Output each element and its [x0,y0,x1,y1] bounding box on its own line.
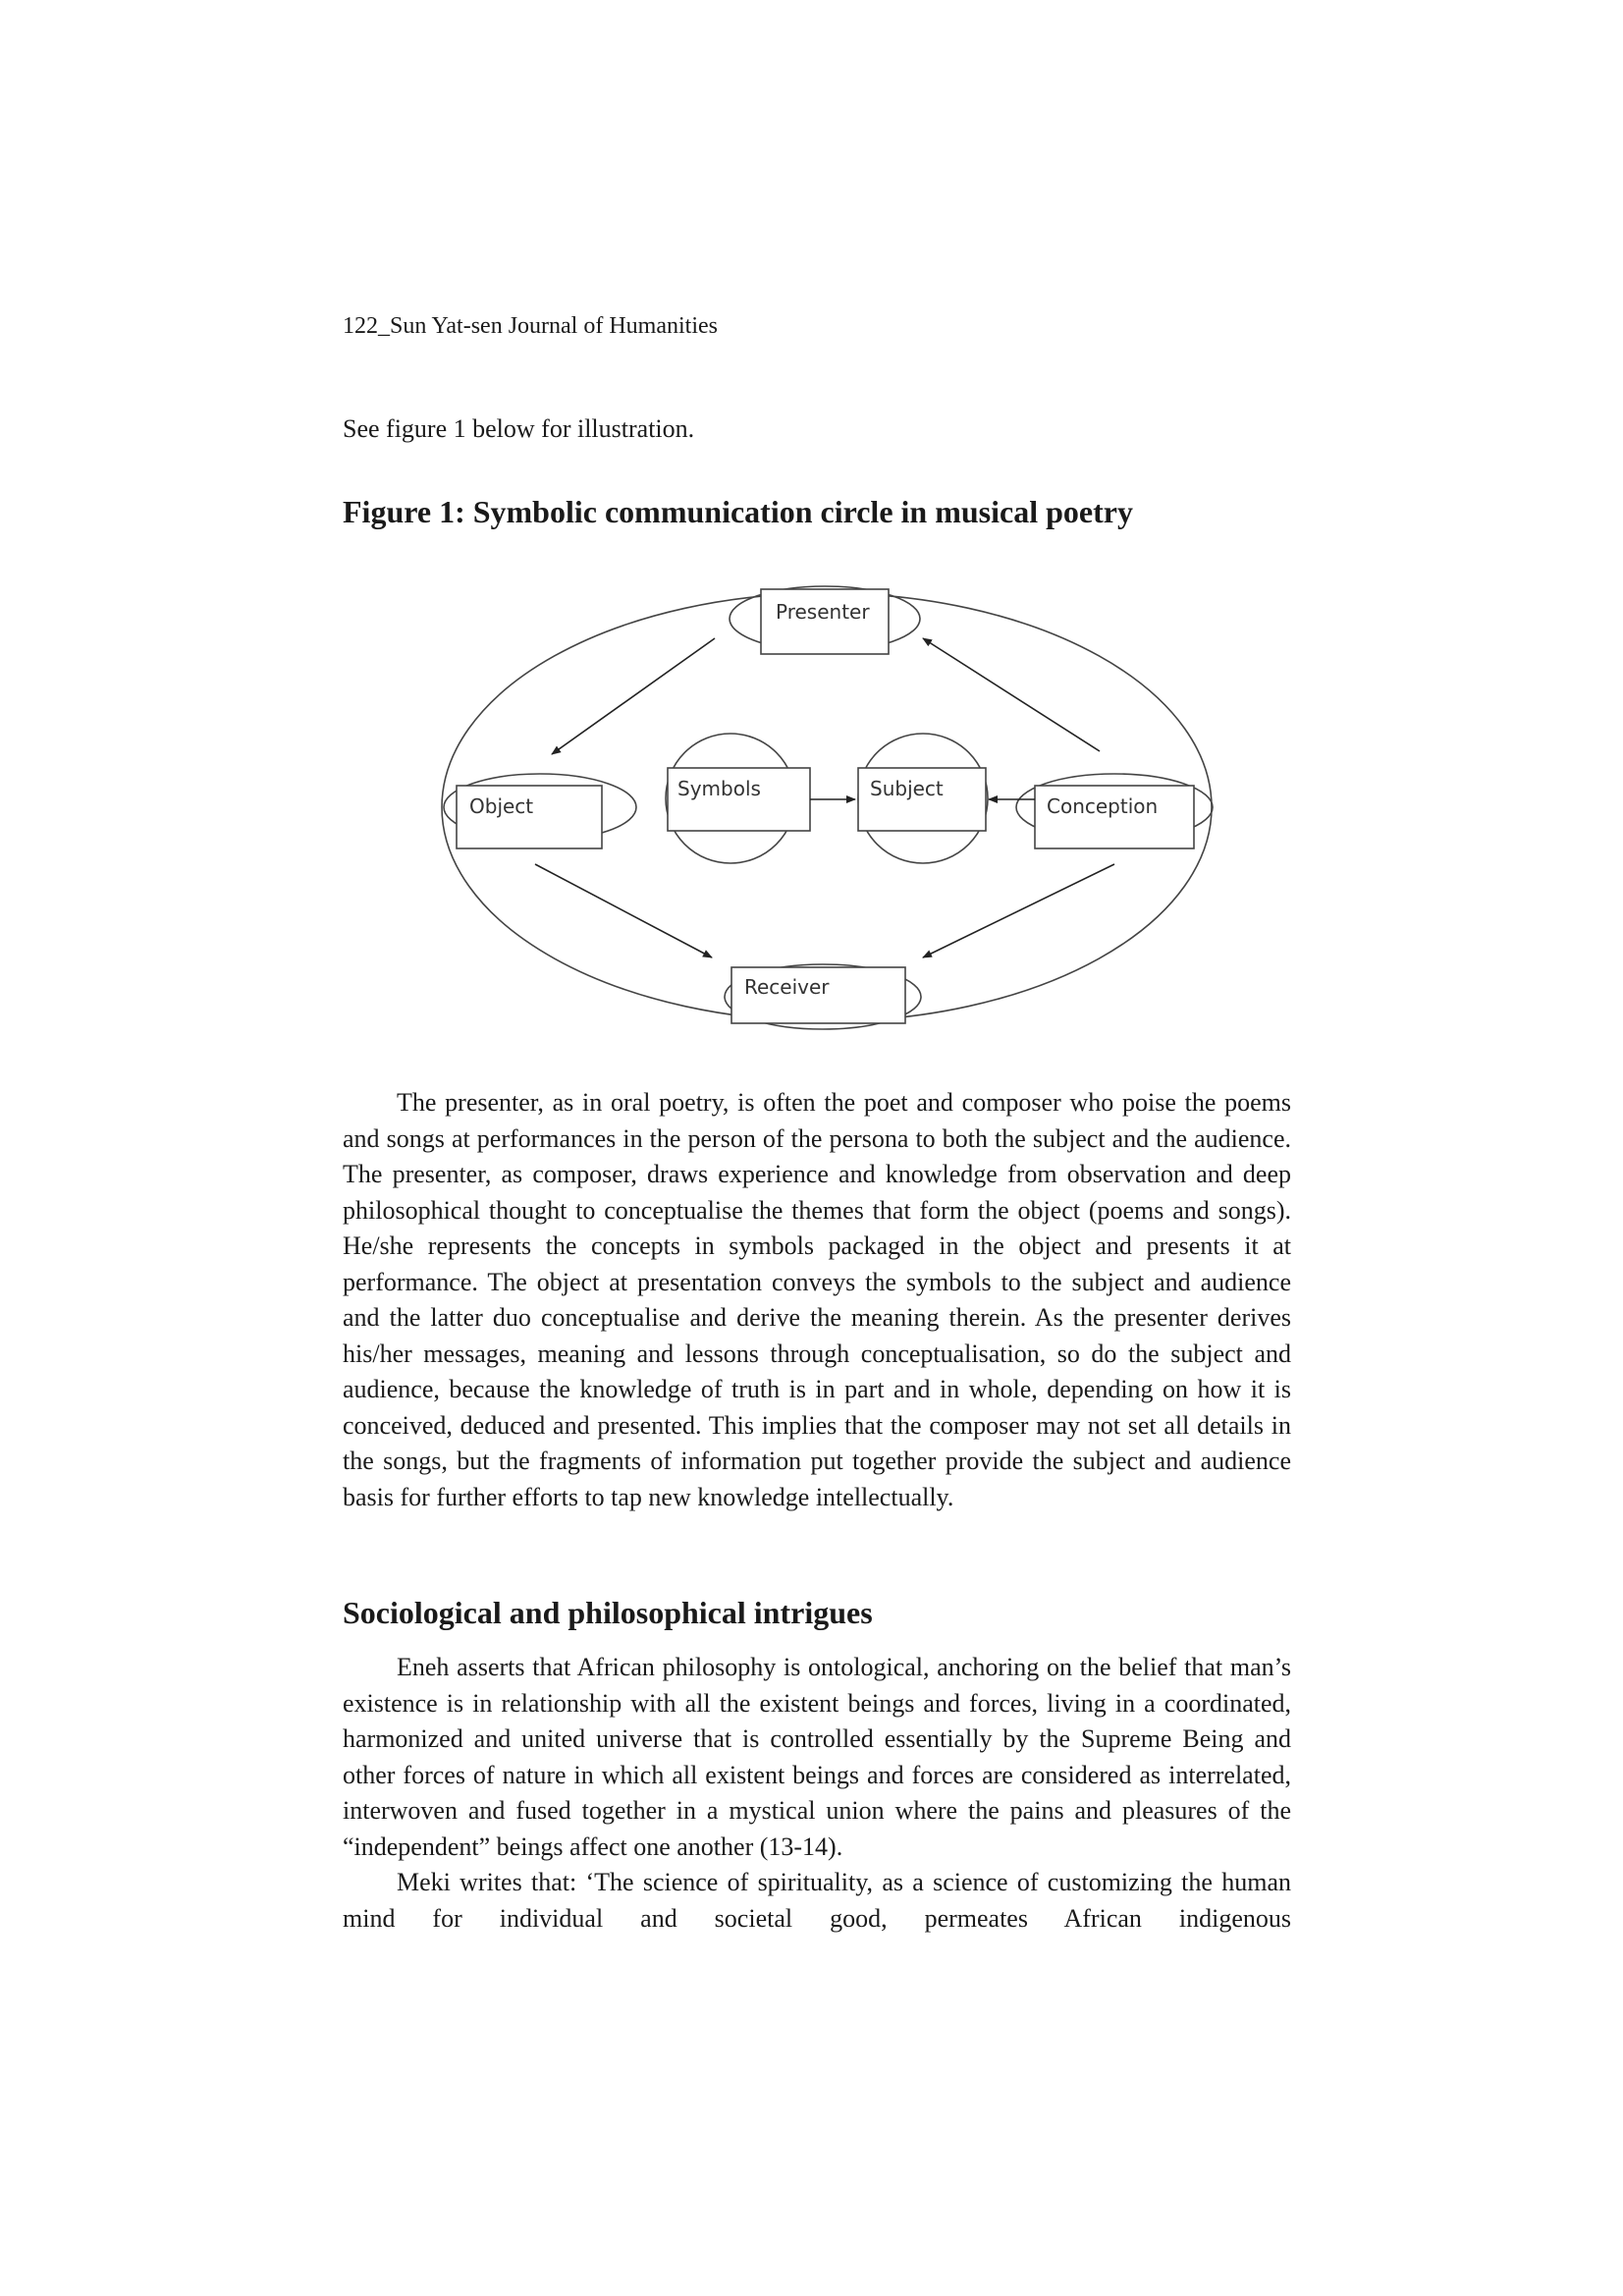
communication-circle-diagram [0,0,1623,1061]
arrow-object-to-receiver [535,864,712,957]
node-presenter-label: Presenter [776,600,870,624]
body-paragraph-meki: Meki writes that: ‘The science of spirituality, as a science of customizing the human mind for individual and societal good, permeates African indigenous [343,1868,1291,1933]
node-conception [1016,774,1213,848]
arrow-conception-to-receiver [923,864,1114,957]
arrow-presenter-to-object [552,638,715,754]
node-subject-label: Subject [870,777,944,800]
arrow-conception-to-presenter [923,638,1100,751]
node-subject [858,734,988,863]
body-paragraph-eneh: Eneh asserts that African philosophy is ontological, anchoring on the belief that man’s existence is in relationship with all the existent beings and forces, living in a coordinated, harmonized and united universe that is controlled essentially by the Supreme Being and other forces of nature in which all existent beings and forces are considered as interrelated, interwoven and fused together in a mystical union where the pains and pleasures of the “independent” beings affect one another (13-14). [343,1653,1291,1861]
intro-sentence: See figure 1 below for illustration. [343,414,695,443]
running-header: 122_Sun Yat-sen Journal of Humanities [343,313,718,339]
node-receiver-label: Receiver [744,975,830,999]
node-object-label: Object [469,794,534,818]
node-symbols [666,734,810,863]
body-paragraph-presenter: The presenter, as in oral poetry, is often the poet and composer who poise the poems and songs at performances in the person of the persona to both the subject and the audience. The presenter, as composer, draws experience and knowledge from observation and deep philosophical thought to conceptualise the themes that form the object (poems and songs). He/she represents the concepts in symbols packaged in the object and presents it at performance. The object at presentation conveys the symbols to the subject and audience and the latter duo conceptualise and derive the meaning therein. As the presenter derives his/her messages, meaning and lessons through conceptualisation, so do the subject and audience, because the knowledge of truth is in part and in whole, depending on how it is conceived, deduced and presented. This implies that the composer may not set all details in the songs, but the fragments of information put together provide the subject and audience basis for further efforts to tap new knowledge intellectually. [343,1088,1291,1511]
section-heading: Sociological and philosophical intrigues [343,1595,873,1630]
node-object [444,774,636,848]
node-symbols-label: Symbols [677,777,761,800]
node-conception-label: Conception [1047,794,1159,818]
figure-caption: Figure 1: Symbolic communication circle in musical poetry [343,494,1133,529]
node-receiver [725,964,921,1029]
